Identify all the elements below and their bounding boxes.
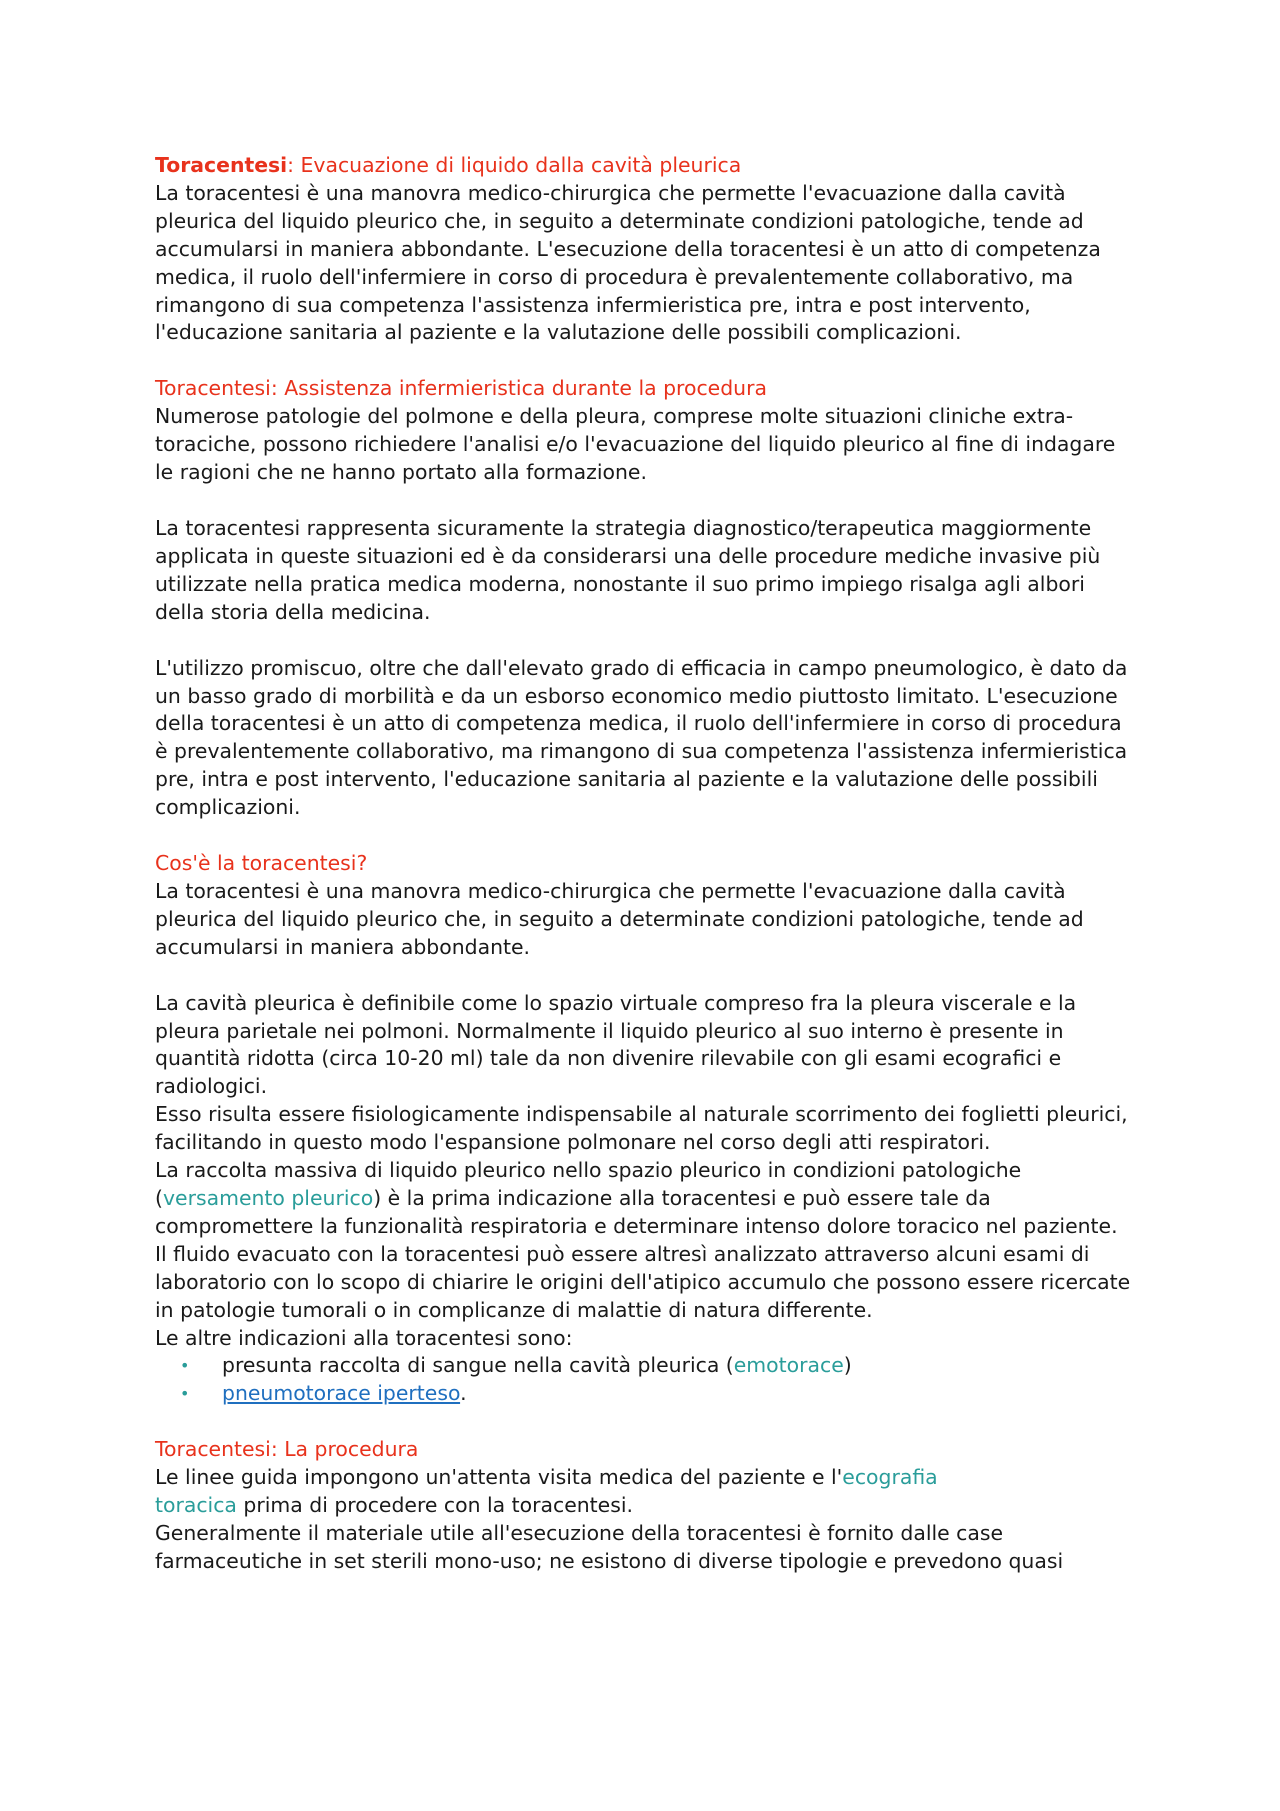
title-bold-term: Toracentesi	[155, 153, 288, 177]
link-pneumotorace-iperteso[interactable]: pneumotorace iperteso	[222, 1381, 461, 1406]
title-rest: : Evacuazione di liquido dalla cavità pleurica	[287, 153, 742, 177]
bullet-icon: •	[180, 1356, 190, 1376]
link-toracica[interactable]: toracica	[155, 1493, 237, 1518]
link-ecografia[interactable]: ecografia	[842, 1465, 938, 1490]
section-title	[155, 152, 1135, 180]
text-run: La raccolta massiva di liquido pleurico nello spazio pleurico in condizioni patologiche (	[155, 1158, 1022, 1210]
section-cosa-e	[155, 850, 1135, 1408]
paragraph	[155, 1157, 1135, 1241]
section-evacuazione	[155, 152, 1135, 347]
link-versamento-pleurico[interactable]: versamento pleurico	[162, 1186, 374, 1210]
text-run: presunta raccolta di sangue nella cavità pleurica (	[222, 1353, 734, 1378]
text-run: ) è la prima indicazione alla toracentesi e può essere tale da compromettere la funzionalità respiratoria e determinare intenso dolore toracico nel paziente.	[155, 1186, 1118, 1238]
paragraph: L'utilizzo promiscuo, oltre che dall'elevato grado di efficacia in campo pneumologico, è dato da un basso grado di morbilità e da un esborso economico medio piuttosto limitato. L'esecuzione della toracentesi è un atto di competenza medica, il ruolo dell'infermiere in corso di procedura è prevalentemente collaborativo, ma rimangono di sua competenza l'assistenza infermieristica pre, intra e post intervento, l'educazione sanitaria al paziente e la valutazione delle possibili complicazioni.	[155, 655, 1128, 820]
paragraph: Le altre indicazioni alla toracentesi sono:	[155, 1325, 573, 1350]
section-title: Cos'è la toracentesi?	[155, 851, 368, 876]
document-page	[155, 152, 1135, 1604]
list-item	[180, 1352, 1135, 1380]
text-run: )	[843, 1353, 852, 1378]
section-procedura	[155, 1436, 1135, 1576]
paragraph	[155, 1464, 1135, 1520]
paragraph: La toracentesi è una manovra medico-chirurgica che permette l'evacuazione dalla cavità pleurica del liquido pleurico che, in seguito a determinate condizioni patologiche, tende ad accumularsi in maniera abbondante. L'esecuzione della toracentesi è un atto di competenza medica, il ruolo dell'infermiere in corso di procedura è prevalentemente collaborativo, ma rimangono di sua competenza l'assistenza infermieristica pre, intra e post intervento, l'educazione sanitaria al paziente e la valutazione delle possibili complicazioni.	[155, 180, 1101, 345]
text-run: .	[460, 1381, 467, 1406]
paragraph: Numerose patologie del polmone e della pleura, comprese molte situazioni cliniche extra-toraciche, possono richiedere l'analisi e/o l'evacuazione del liquido pleurico al fine di indagare le ragioni che ne hanno portato alla formazione.	[155, 404, 1116, 485]
section-title: Toracentesi: La procedura	[155, 1437, 419, 1462]
section-assistenza	[155, 375, 1135, 822]
paragraph: La cavità pleurica è definibile come lo spazio virtuale compreso fra la pleura viscerale e la pleura parietale nei polmoni. Normalmente il liquido pleurico al suo interno è presente in quantità ridotta (circa 10-20 ml) tale da non divenire rilevabile con gli esami ecografici e radiologici.	[155, 990, 1077, 1099]
section-title: Toracentesi: Assistenza infermieristica durante la procedura	[155, 376, 767, 401]
text-run: prima di procedere con la toracentesi.	[236, 1493, 633, 1518]
paragraph: La toracentesi rappresenta sicuramente la strategia diagnostico/terapeutica maggiormente applicata in queste situazioni ed è da considerarsi una delle procedure mediche invasive più utilizzate nella pratica medica moderna, nonostante il suo primo impiego risalga agli albori della storia della medicina.	[155, 515, 1101, 624]
list-item	[180, 1380, 1135, 1408]
paragraph: Esso risulta essere fisiologicamente indispensabile al naturale scorrimento dei foglietti pleurici, facilitando in questo modo l'espansione polmonare nel corso degli atti respiratori.	[155, 1102, 1128, 1155]
bullet-icon: •	[180, 1384, 190, 1404]
paragraph: Generalmente il materiale utile all'esecuzione della toracentesi è fornito dalle case farmaceutiche in set sterili mono-uso; ne esistono di diverse tipologie e prevedono quasi	[155, 1520, 1064, 1573]
text-run: Le linee guida impongono un'attenta visita medica del paziente e l'	[155, 1465, 843, 1490]
indications-list	[155, 1352, 1135, 1408]
paragraph: Il fluido evacuato con la toracentesi può essere altresì analizzato attraverso alcuni esami di laboratorio con lo scopo di chiarire le origini dell'atipico accumulo che possono essere ricercate in patologie tumorali o in complicanze di malattie di natura differente.	[155, 1241, 1131, 1322]
paragraph: La toracentesi è una manovra medico-chirurgica che permette l'evacuazione dalla cavità pleurica del liquido pleurico che, in seguito a determinate condizioni patologiche, tende ad accumularsi in maniera abbondante.	[155, 878, 1084, 959]
link-emotorace[interactable]: emotorace	[733, 1353, 844, 1378]
